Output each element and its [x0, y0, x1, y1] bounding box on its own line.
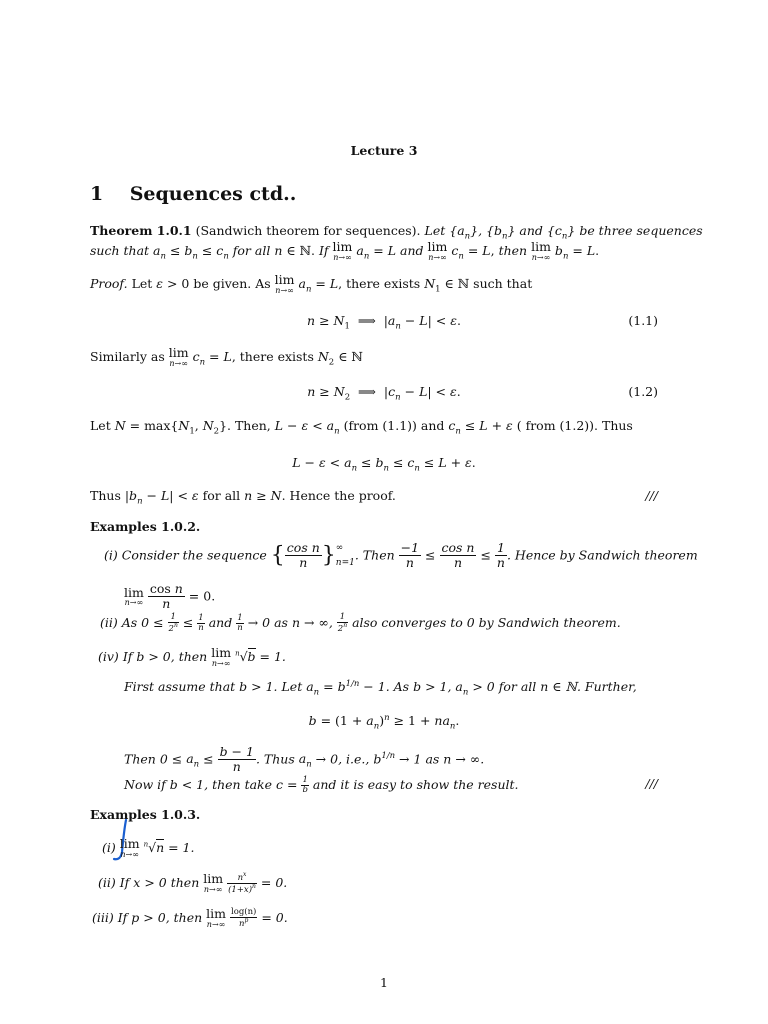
- proof-given: be given. As: [193, 275, 271, 291]
- examples-2-label: Examples 1.0.3.: [90, 807, 201, 822]
- example-1-iv-then2: Then: [124, 751, 156, 767]
- example-1-ii-as: As: [121, 614, 138, 630]
- examples-1-label: Examples 1.0.2.: [90, 519, 201, 534]
- proof-let-n-line: Let $N = \max\{N_1$, $N_2$}. Then, $L - \varepsilon < a_n$ (from (1.1)) and $c_n \le L + \varepsilon$ ( from (1.2)). Thus: [90, 418, 633, 437]
- theorem-and: and: [519, 223, 543, 238]
- example-1-i-hence: . Hence by Sandwich theorem: [506, 547, 698, 563]
- example-1-iv-line-2: First assume that b > 1. Let $a_n = b^{1/n} - 1$. As b > 1, $a_n > 0$ for all n ∈ ℕ. Further,: [124, 679, 637, 698]
- section-heading: [90, 183, 296, 205]
- theorem-be-three: be three sequences: [579, 223, 703, 238]
- example-1-iv-if: If: [122, 648, 133, 664]
- theorem-then: then: [498, 242, 528, 258]
- proof-similarly-line: Similarly as lim n→∞ $c_n = L$, there exists $N_2$ ∈ ℕ: [90, 345, 363, 368]
- example-2-i-label: (i): [102, 839, 116, 855]
- example-1-iv-further: . Further,: [576, 679, 637, 695]
- theorem-if: If: [318, 242, 329, 258]
- proof-line-1: Proof. Let ε > 0 be given. As lim n→∞ $a_n = L$, there exists $N_1$ ∈ ℕ such that: [90, 272, 533, 295]
- example-1-i-text: Consider the sequence: [121, 547, 267, 563]
- proof-from-1-2: ( from (1.2)). Thus: [516, 418, 633, 433]
- example-1-iv-now: Now if: [124, 776, 166, 792]
- equation-chain: $L - \varepsilon < a_n \le b_n \le c_n \le L + \varepsilon$.: [292, 455, 476, 474]
- example-1-iv-let: . Let: [273, 679, 303, 695]
- theorem-name: (Sandwich theorem for sequences).: [195, 223, 421, 238]
- example-1-i-label: (i): [104, 547, 118, 563]
- proof-conclusion: Thus $|b_n - L| < \varepsilon$ for all n ≥ N. Hence the proof.: [90, 488, 396, 507]
- example-2-ii-then: then: [170, 874, 200, 890]
- theorem-and-2: and: [400, 242, 424, 258]
- proof-for-all: for all: [202, 488, 241, 503]
- example-1-iv-as2: as: [425, 751, 440, 767]
- theorem-let: Let: [424, 223, 446, 238]
- proof-thus: Thus: [90, 488, 121, 503]
- section-number: 1: [90, 183, 104, 205]
- proof-from-1-1: (from (1.1)) and: [343, 418, 445, 433]
- example-1-i: (i) Consider the sequence { $\frac{\text{cos n}}{n}$ }∞ n=1. Then $\frac{-1}{n}$ ≤ $\frac{\text{cos n}}{n}$ ≤ $\frac{1}{n}$ . Hence by Sandwich theorem: [104, 540, 698, 571]
- example-1-iv-easy: and it is easy to show the result.: [312, 776, 519, 792]
- page-number: 1: [380, 975, 388, 990]
- proof-let-n: Let: [90, 418, 111, 433]
- equation-tag-1-2: (1.2): [628, 384, 658, 399]
- example-2-iii-if: If: [117, 909, 128, 925]
- proof-let: Let: [131, 275, 153, 291]
- example-1-iv-first: First assume that: [124, 679, 236, 695]
- example-1-iv-label: (iv): [98, 648, 119, 664]
- example-2-ii-if: If: [119, 874, 130, 890]
- proof-hence: . Hence the proof.: [281, 488, 396, 503]
- examples-1-qed: ///: [645, 776, 658, 791]
- example-1-iv: (iv) If b > 0, then lim n→∞ $^n$√b = 1.: [98, 645, 286, 668]
- example-2-i: (i) lim n→∞ $^n$√n = 1.: [102, 836, 195, 859]
- theorem-line-2: such that $a_n \le b_n \le c_n$ for all n ∈ ℕ. If lim n→∞ $a_n = L$ and lim n→∞ $c_n = L$, then lim n→∞ $b_n = L$.: [90, 239, 600, 262]
- theorem-such-that: such that: [90, 242, 150, 258]
- example-1-iv-line-3: Then $0 \le a_n$ ≤ $\frac{b - 1}{n}$ . Thus $a_n \to 0$, i.e., $b^{1/n} \to 1$ as n → ∞.: [124, 744, 485, 775]
- example-2-iii-label: (iii): [92, 909, 114, 925]
- example-2-ii-label: (ii): [98, 874, 116, 890]
- example-1-iv-forall: for all: [498, 679, 537, 695]
- example-1-iv-then: , then: [170, 648, 208, 664]
- proof-exists: , there exists: [338, 275, 421, 291]
- example-1-iv-as: . As: [385, 679, 410, 695]
- equation-binomial: $b = (1 + a_n)^n \ge 1 + na_n$.: [308, 713, 460, 732]
- lecture-title: Lecture 3: [350, 143, 418, 158]
- proof-similarly: Similarly as: [90, 348, 165, 364]
- equation-1-1: $n \ge N_1$ ⟹ $|a_n - L| < \varepsilon$.: [307, 313, 461, 332]
- example-1-ii: (ii) As 0 ≤ $\frac{1}{2^n}$ ≤ $\frac{1}{n}$ and $\frac{1}{n}$ → 0 as n → ∞, $\frac{1}{2^n}$ also converges to 0 by Sandwich theorem.: [100, 612, 621, 634]
- example-2-iii-then: , then: [165, 909, 203, 925]
- example-1-i-then: . Then: [354, 547, 395, 563]
- proof-such-that: such that: [473, 275, 533, 291]
- example-1-iv-thus: . Thus: [255, 751, 295, 767]
- theorem-for-all: for all: [232, 242, 271, 258]
- example-1-iv-line-4: Now if b < 1, then take c = $\frac{1}{b}$ and it is easy to show the result.: [124, 775, 519, 795]
- equation-tag-1-1: (1.1): [628, 313, 658, 328]
- theorem-label: Theorem 1.0.1: [90, 223, 192, 238]
- example-2-iii: (iii) If p > 0, then lim n→∞ $\frac{\log(n)}{n^p}$ = 0.: [92, 906, 288, 929]
- example-1-iv-take: , then take: [204, 776, 273, 792]
- example-1-i-result: lim n→∞ $\frac{\text{cos n}}{n}$ = 0.: [124, 581, 216, 612]
- example-2-ii: (ii) If x > 0 then lim n→∞ $\frac{n^x}{(1+x)^n}$ = 0.: [98, 871, 288, 895]
- proof-then: . Then,: [227, 418, 271, 433]
- example-1-iv-ie: , i.e.,: [338, 751, 370, 767]
- proof-label: Proof.: [90, 275, 128, 291]
- section-title: Sequences ctd..: [129, 183, 297, 205]
- theorem-line-1: Theorem 1.0.1 (Sandwich theorem for sequences). Let $\{a_n\}$, $\{b_n\}$ and $\{c_n\}$ be three sequences: [90, 223, 703, 242]
- equation-1-2: $n \ge N_2$ ⟹ $|c_n - L| < \varepsilon$.: [307, 384, 461, 403]
- example-1-ii-conv: also converges to 0 by Sandwich theorem.: [352, 614, 621, 630]
- example-1-ii-as-n: as: [274, 614, 288, 630]
- proof-exists-2: , there exists: [231, 348, 314, 364]
- proof-qed: ///: [645, 488, 658, 503]
- example-1-ii-and: and: [208, 614, 233, 630]
- example-1-ii-label: (ii): [100, 614, 118, 630]
